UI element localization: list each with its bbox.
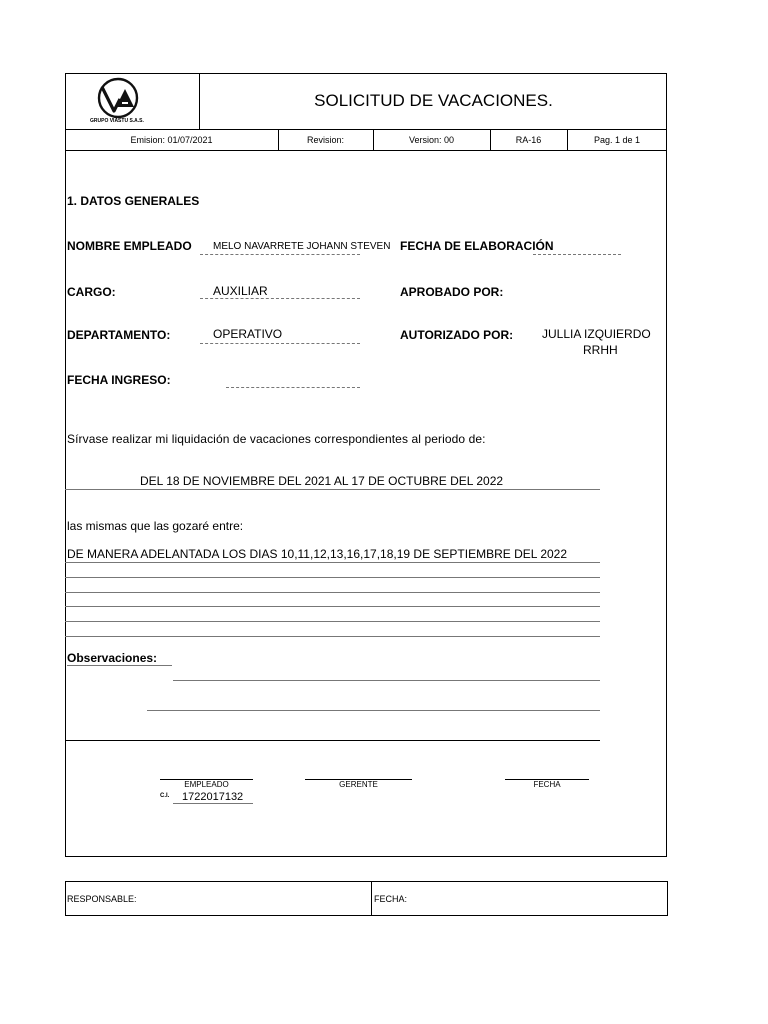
signature-section-divider (65, 740, 600, 741)
emision-cell: Emision: 01/07/2021 (130, 135, 213, 145)
ruled-line (173, 680, 600, 681)
underline (67, 665, 172, 666)
gerente-signature-label: GERENTE (339, 780, 378, 789)
autorizado-label: AUTORIZADO POR: (400, 328, 514, 342)
autorizado-dept: RRHH (583, 343, 618, 357)
footer-divider (371, 881, 372, 916)
ci-label: C.I. (160, 793, 170, 799)
empleado-signature-label: EMPLEADO (184, 780, 229, 789)
ruled-line (65, 592, 600, 593)
request-text: Sírvase realizar mi liquidación de vacaciones correspondientes al periodo de: (67, 432, 486, 446)
enjoy-dates: DE MANERA ADELANTADA LOS DIAS 10,11,12,13,16,17,18,19 DE SEPTIEMBRE DEL 2022 (67, 547, 568, 561)
aprobado-label: APROBADO POR: (400, 285, 504, 299)
observaciones-label: Observaciones: (67, 651, 158, 665)
section-title: 1. DATOS GENERALES (67, 194, 200, 208)
ci-value: 1722017132 (182, 791, 244, 803)
fecha-ingreso-label: FECHA INGRESO: (67, 373, 171, 387)
fecha-elaboracion-label: FECHA DE ELABORACIÓN (400, 239, 554, 253)
nombre-value: MELO NAVARRETE JOHANN STEVEN (213, 241, 391, 252)
enjoy-text: las mismas que las gozaré entre: (67, 519, 244, 533)
underline (226, 387, 360, 388)
version-cell: Version: 00 (408, 135, 455, 145)
underline (200, 343, 360, 344)
page-cell: Pag. 1 de 1 (593, 135, 641, 145)
departamento-value: OPERATIVO (213, 327, 283, 341)
ruled-line (65, 621, 600, 622)
cargo-value: AUXILIAR (213, 284, 268, 298)
company-name: GRUPO VIASTU S.A.S. (90, 118, 144, 124)
company-logo (92, 77, 144, 127)
underline (200, 298, 360, 299)
underline (533, 254, 621, 255)
logo-icon (92, 77, 144, 121)
autorizado-name: JULLIA IZQUIERDO (542, 327, 651, 341)
ruled-line (147, 710, 600, 711)
ruled-line (65, 636, 600, 637)
underline (173, 803, 253, 804)
code-cell: RA-16 (515, 135, 542, 145)
nombre-label: NOMBRE EMPLEADO (67, 239, 192, 253)
underline (200, 254, 360, 255)
ruled-line (65, 606, 600, 607)
revision-cell: Revision: (306, 135, 344, 145)
footer-box (65, 881, 668, 916)
period-text: DEL 18 DE NOVIEMBRE DEL 2021 AL 17 DE OCTUBRE DEL 2022 (140, 474, 504, 488)
underline (65, 489, 600, 490)
page-title: SOLICITUD DE VACACIONES. (314, 91, 553, 110)
ruled-line (65, 562, 600, 563)
footer-fecha-label: FECHA: (374, 894, 408, 904)
cargo-label: CARGO: (67, 285, 116, 299)
header-bottom-divider (65, 150, 667, 151)
responsable-label: RESPONSABLE: (67, 894, 137, 904)
departamento-label: DEPARTAMENTO: (67, 328, 171, 342)
fecha-signature-label: FECHA (533, 780, 561, 789)
ruled-line (65, 577, 600, 578)
